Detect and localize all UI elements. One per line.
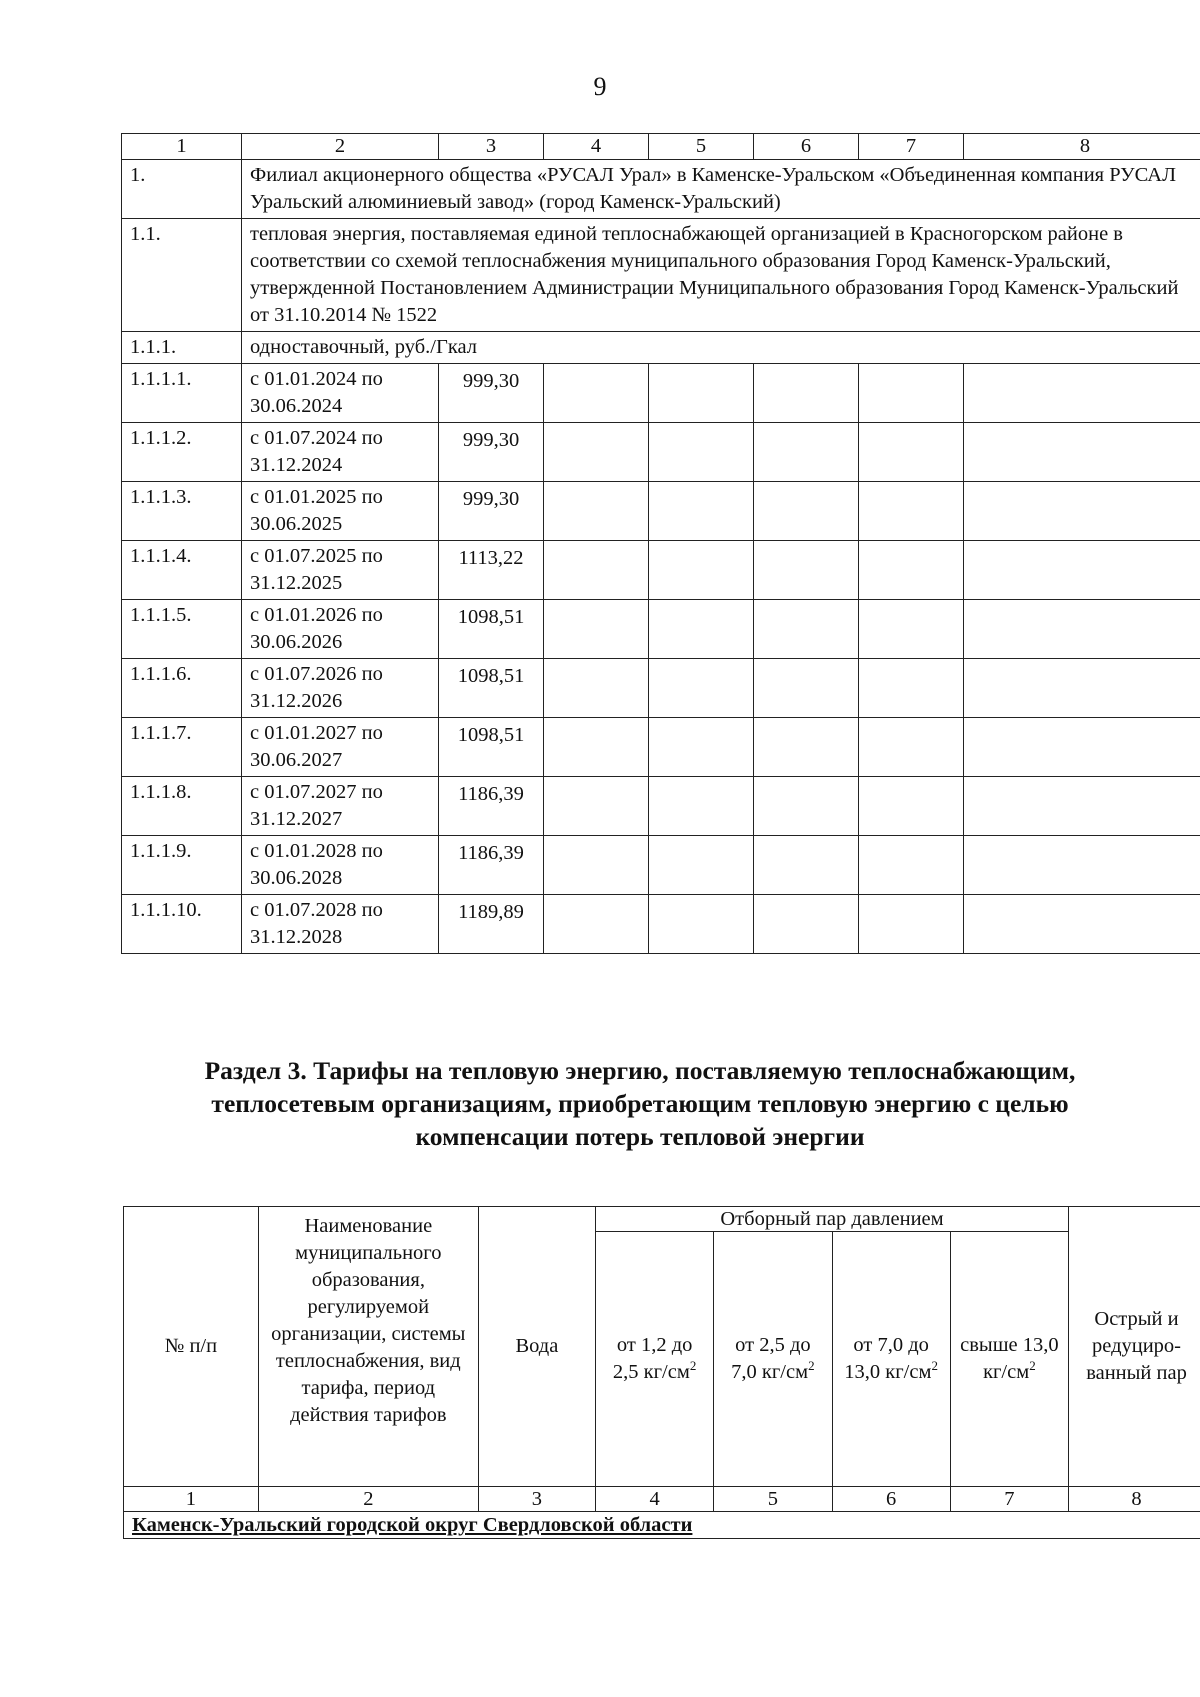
tariff-period: с 01.07.2024 по 31.12.2024 (242, 423, 439, 482)
tariff-row (122, 600, 1200, 659)
tariff-row (122, 777, 1200, 836)
header-sharp-steam: Острый и редуциро-ванный пар (1069, 1207, 1200, 1487)
section-row (122, 219, 1200, 332)
column-number: 2 (258, 1487, 478, 1512)
tariff-period: с 01.01.2026 по 30.06.2026 (242, 600, 439, 659)
tariff-row (122, 659, 1200, 718)
row-number: 1.1.1. (122, 332, 242, 364)
row-number: 1. (122, 160, 242, 219)
tariff-value: 1113,22 (439, 541, 544, 600)
column-number: 8 (1069, 1487, 1200, 1512)
column-number: 5 (649, 134, 754, 160)
column-number: 1 (124, 1487, 259, 1512)
column-number: 7 (950, 1487, 1068, 1512)
column-number: 6 (832, 1487, 950, 1512)
organization-name: Филиал акционерного общества «РУСАЛ Урал» в Каменске-Уральском «Объединенная компания РУСАЛ Уральский алюминиевый завод» (город Каменск-Уральский) (242, 160, 1200, 219)
tariff-value: 999,30 (439, 423, 544, 482)
column-number: 4 (544, 134, 649, 160)
row-number: 1.1.1.10. (122, 895, 242, 954)
column-number: 3 (478, 1487, 595, 1512)
tariff-row (122, 482, 1200, 541)
tariff-period: с 01.01.2024 по 30.06.2024 (242, 364, 439, 423)
tariff-row (122, 718, 1200, 777)
row-number: 1.1.1.2. (122, 423, 242, 482)
title-line: теплосетевым организациям, приобретающим тепловую энергию с целью (211, 1089, 1069, 1118)
tariff-period: с 01.01.2027 по 30.06.2027 (242, 718, 439, 777)
tariff-table-section-2 (121, 133, 1200, 954)
tariff-period: с 01.01.2025 по 30.06.2025 (242, 482, 439, 541)
tariff-value: 999,30 (439, 364, 544, 423)
tariff-value: 1186,39 (439, 777, 544, 836)
header-pressure-1: от 1,2 до 2,5 $кг/см^2$ (596, 1232, 714, 1487)
title-line: Раздел 3. Тарифы на тепловую энергию, поставляемую теплоснабжающим, (204, 1056, 1076, 1085)
region-row (124, 1512, 1200, 1539)
tariff-period: с 01.07.2027 по 31.12.2027 (242, 777, 439, 836)
row-number: 1.1.1.8. (122, 777, 242, 836)
row-number: 1.1.1.7. (122, 718, 242, 777)
row-number: 1.1.1.9. (122, 836, 242, 895)
tariff-value: 1098,51 (439, 600, 544, 659)
tariff-value: 1186,39 (439, 836, 544, 895)
row-number: 1.1. (122, 219, 242, 332)
header-row (124, 1207, 1200, 1232)
tariff-table-section-3 (123, 1206, 1200, 1539)
column-number: 4 (596, 1487, 714, 1512)
tariff-row (122, 836, 1200, 895)
tariff-period: с 01.07.2026 по 31.12.2026 (242, 659, 439, 718)
column-number: 8 (964, 134, 1200, 160)
organization-row (122, 160, 1200, 219)
column-number-row (124, 1487, 1200, 1512)
row-number: 1.1.1.3. (122, 482, 242, 541)
column-number: 1 (122, 134, 242, 160)
title-line: компенсации потерь тепловой энергии (415, 1122, 865, 1151)
tariff-row (122, 541, 1200, 600)
header-number: № п/п (124, 1207, 259, 1487)
tariff-period: с 01.01.2028 по 30.06.2028 (242, 836, 439, 895)
tariff-row (122, 423, 1200, 482)
column-number: 3 (439, 134, 544, 160)
section-description: тепловая энергия, поставляемая единой теплоснабжающей организацией в Красногорском районе в соответствии со схемой теплоснабжения муниципального образования Город Каменск-Уральский, утвержденной Постановлением Администрации Муниципального образования Город Каменск-Уральский от 31.10.2014 № 1522 (242, 219, 1200, 332)
row-number: 1.1.1.1. (122, 364, 242, 423)
tariff-value: 1098,51 (439, 659, 544, 718)
column-number: 6 (754, 134, 859, 160)
tariff-value: 1189,89 (439, 895, 544, 954)
tariff-value: 999,30 (439, 482, 544, 541)
row-number: 1.1.1.4. (122, 541, 242, 600)
row-number: 1.1.1.6. (122, 659, 242, 718)
column-number: 2 (242, 134, 439, 160)
tariff-row (122, 364, 1200, 423)
column-number: 7 (859, 134, 964, 160)
row-number: 1.1.1.5. (122, 600, 242, 659)
column-number: 5 (714, 1487, 832, 1512)
tariff-type-row (122, 332, 1200, 364)
tariff-period: с 01.07.2025 по 31.12.2025 (242, 541, 439, 600)
header-pressure-4: свыше 13,0 $кг/см^2$ (950, 1232, 1068, 1487)
column-number-row (122, 134, 1200, 160)
header-pressure-2: от 2,5 до 7,0 $кг/см^2$ (714, 1232, 832, 1487)
page-number: 9 (593, 72, 607, 101)
header-water: Вода (478, 1207, 595, 1487)
tariff-value: 1098,51 (439, 718, 544, 777)
tariff-row (122, 895, 1200, 954)
header-steam-group: Отборный пар давлением (596, 1207, 1069, 1232)
tariff-type: одноставочный, руб./Гкал (242, 332, 1200, 364)
tariff-period: с 01.07.2028 по 31.12.2028 (242, 895, 439, 954)
section-3-title (150, 1054, 1130, 1153)
region-name: Каменск-Уральский городской округ Свердловской области (124, 1512, 1200, 1539)
header-pressure-3: от 7,0 до 13,0 $кг/см^2$ (832, 1232, 950, 1487)
header-name: Наименование муниципального образования, регулируемой организации, системы теплоснабжения, вид тарифа, период действия тарифов (258, 1207, 478, 1487)
